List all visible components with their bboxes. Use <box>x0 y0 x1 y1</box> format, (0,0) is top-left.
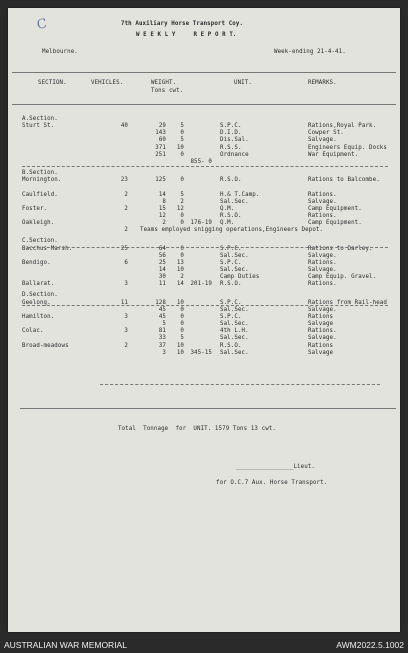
row-place: D.Section. <box>22 292 58 299</box>
row-unit: R.S.O. <box>220 177 242 184</box>
row-unit: S.P.C. <box>220 313 242 320</box>
row-tons: 14 <box>158 191 166 198</box>
row-place: Caulfield. <box>22 191 58 198</box>
row-tons: 25 <box>158 259 166 266</box>
row-remarks: Salvage. <box>308 252 337 259</box>
row-place: Oakleigh. <box>22 220 55 227</box>
row-remarks: Salvage. <box>308 137 337 144</box>
column-section: SECTION. <box>38 80 67 86</box>
total-rule <box>20 408 396 409</box>
row-remarks: Salvage. <box>308 198 337 205</box>
row-remarks: Salvage <box>308 321 334 328</box>
row-unit: Q.M. <box>220 220 235 227</box>
separator-d <box>100 384 380 385</box>
row-vehicles: 2 <box>124 342 128 349</box>
row-cwt: 10 <box>176 342 184 349</box>
row-subtotal: 176-19 <box>190 220 212 227</box>
signature-for: for O.C.7 Aux. Horse Transport. <box>216 480 328 486</box>
row-remarks: Rations. <box>308 328 337 335</box>
row-tons: 11 <box>158 281 166 288</box>
row-unit: Sal.Sec. <box>220 252 249 259</box>
column-unit: UNIT. <box>234 80 252 86</box>
row-tons: 371 <box>155 144 166 151</box>
row-unit: S.P.C. <box>220 123 242 130</box>
row-unit: Sal.Sec. <box>220 349 249 356</box>
row-cwt: 14 <box>176 281 184 288</box>
row-vehicles: 40 <box>120 123 128 130</box>
report-title: W E E K L Y R E P O R T. <box>136 32 237 38</box>
handwritten-mark: C <box>35 16 49 33</box>
row-place: Bacchus Marsh. <box>22 245 73 252</box>
row-remarks: Rations,Royal Park. <box>308 123 377 130</box>
row-vehicles: 11 <box>120 299 128 306</box>
row-place: Bendigo. <box>22 259 51 266</box>
row-vehicles: 2 <box>124 227 128 234</box>
row-tons: 56 <box>158 252 166 259</box>
separator-a <box>22 166 388 167</box>
row-unit: Sal.Sec. <box>220 306 249 313</box>
row-remarks: Rations. <box>308 259 337 266</box>
row-remarks: Camp Equipment. <box>308 205 362 212</box>
row-place: Sturt St. <box>22 123 55 130</box>
header-rule-top <box>12 72 396 73</box>
row-tons: 14 <box>158 267 166 273</box>
row-tons: 60 <box>158 137 166 144</box>
row-place: B.Section. <box>22 170 58 177</box>
company-heading: 7th Auxiliary Horse Transport Coy. <box>121 21 244 27</box>
row-remarks: Cowper St. <box>308 130 344 137</box>
row-vehicles: 3 <box>124 328 128 335</box>
row-cwt: 0 <box>180 321 184 328</box>
column-remarks: REMARKS. <box>308 80 337 86</box>
row-place: Broad-meadows <box>22 342 69 349</box>
row-remarks: Rations. <box>308 212 337 219</box>
row-unit: R.S.O. <box>220 212 242 219</box>
row-unit: D.I.D. <box>220 130 242 137</box>
row-cwt: 0 <box>180 328 184 335</box>
row-cwt: 0 <box>180 151 184 158</box>
row-place: A.Section. <box>22 116 58 122</box>
row-unit: Camp Duties <box>220 274 260 281</box>
row-place: Foster. <box>22 205 48 212</box>
row-cwt: 0 <box>180 252 184 259</box>
row-subtotal: 855- 0 <box>190 158 212 165</box>
row-tons: 37 <box>158 342 166 349</box>
caption-id: AWM2022.5.1002 <box>336 640 404 650</box>
row-tons: 64 <box>158 245 166 252</box>
caption-bar <box>0 637 408 653</box>
row-place: Ballarat. <box>22 281 55 288</box>
row-cwt: 10 <box>176 299 184 306</box>
row-remarks: Rations <box>308 342 334 349</box>
row-remarks: Salvage. <box>308 306 337 313</box>
row-subtotal: 345-15 <box>190 349 212 356</box>
row-vehicles: 3 <box>124 281 128 288</box>
row-unit: Sal.Sec. <box>220 335 249 342</box>
row-cwt: 0 <box>180 306 184 313</box>
row-unit: R.S.O. <box>220 281 242 288</box>
row-place: Colac. <box>22 328 44 335</box>
row-remarks: Rations to Balcombe. <box>308 177 380 184</box>
row-vehicles: 25 <box>120 245 128 252</box>
caption-source: AUSTRALIAN WAR MEMORIAL <box>4 640 127 650</box>
row-unit: Teams employed snigging operations,Engineers Depot. <box>140 227 324 234</box>
row-place: C.Section. <box>22 238 58 245</box>
row-subtotal: 201-19 <box>190 281 212 288</box>
row-unit: 4th L.H. <box>220 328 249 335</box>
row-remarks: Salvage <box>308 349 334 356</box>
row-remarks: War Equipment. <box>308 151 359 158</box>
separator-b <box>22 247 388 248</box>
row-unit: Sal.Sec. <box>220 198 249 205</box>
row-unit: S.P.C. <box>220 299 242 306</box>
row-tons: 45 <box>158 313 166 320</box>
row-cwt: 0 <box>180 212 184 219</box>
row-cwt: 13 <box>176 259 184 266</box>
row-cwt: 10 <box>176 349 184 356</box>
row-cwt: 0 <box>180 245 184 252</box>
row-tons: 30 <box>158 274 166 281</box>
row-vehicles: 3 <box>124 313 128 320</box>
row-cwt: 0 <box>180 313 184 320</box>
document-sheet <box>8 8 400 632</box>
row-remarks: Camp Equip. Gravel. <box>308 274 377 281</box>
column-weight: WEIGHT. <box>151 80 177 86</box>
header-rule-bottom <box>12 104 396 105</box>
separator-c <box>22 305 388 306</box>
row-vehicles: 2 <box>124 205 128 212</box>
row-unit: Dis.Sal. <box>220 137 249 144</box>
row-cwt: 10 <box>176 144 184 151</box>
row-remarks: Rations. <box>308 191 337 198</box>
row-cwt: 0 <box>180 177 184 184</box>
row-cwt: 5 <box>180 335 184 342</box>
row-unit: Ordnance <box>220 151 249 158</box>
row-unit: S.P.C. <box>220 259 242 266</box>
row-remarks: Salvage. <box>308 267 337 273</box>
row-vehicles: 2 <box>124 191 128 198</box>
row-tons: 15 <box>158 205 166 212</box>
signature-line: ________________Lieut. <box>236 464 315 470</box>
row-remarks: Rations <box>308 313 334 320</box>
row-tons: 33 <box>158 335 166 342</box>
row-tons: 143 <box>155 130 166 137</box>
row-cwt: 5 <box>180 191 184 198</box>
row-unit: R.S.O. <box>220 342 242 349</box>
row-tons: 128 <box>155 299 166 306</box>
column-vehicles: VEHICLES. <box>91 80 124 86</box>
row-unit: H.& T.Camp. <box>220 191 260 198</box>
row-cwt: 2 <box>180 198 184 205</box>
week-ending: Week-ending 21-4-41. <box>274 49 346 55</box>
row-unit: Sal.Sec. <box>220 267 249 273</box>
row-place: Geelong. <box>22 299 51 306</box>
row-vehicles: 23 <box>120 177 128 184</box>
row-remarks: Rations from Rail-head <box>308 299 387 306</box>
row-unit: Q.M. <box>220 205 235 212</box>
row-cwt: 0 <box>180 130 184 137</box>
row-remarks: Camp Equipment. <box>308 220 362 227</box>
row-cwt: 5 <box>180 137 184 144</box>
row-tons: 8 <box>162 198 166 205</box>
row-remarks: Engineers Equip. Docks <box>308 144 387 151</box>
row-remarks: Rations to Darley. <box>308 245 373 252</box>
column-weight-units: Tons cwt. <box>151 88 184 94</box>
row-tons: 29 <box>158 123 166 130</box>
row-tons: 2 <box>162 220 166 227</box>
row-tons: 125 <box>155 177 166 184</box>
row-tons: 12 <box>158 212 166 219</box>
location: Melbourne. <box>42 49 78 55</box>
row-cwt: 5 <box>180 123 184 130</box>
total-tonnage: Total Tonnage for UNIT. 1579 Tons 13 cwt. <box>118 426 276 432</box>
row-vehicles: 6 <box>124 259 128 266</box>
row-tons: 5 <box>162 321 166 328</box>
row-place: Hamilton. <box>22 313 55 320</box>
row-unit: Sal.Sec. <box>220 321 249 328</box>
row-unit: S.P.C. <box>220 245 242 252</box>
row-tons: 3 <box>162 349 166 356</box>
row-tons: 81 <box>158 328 166 335</box>
row-place: Mornington. <box>22 177 62 184</box>
row-cwt: 2 <box>180 274 184 281</box>
row-unit: R.S.S. <box>220 144 242 151</box>
row-tons: 251 <box>155 151 166 158</box>
row-remarks: Rations. <box>308 281 337 288</box>
row-remarks: Salvage. <box>308 335 337 342</box>
row-tons: 45 <box>158 306 166 313</box>
row-cwt: 0 <box>180 220 184 227</box>
row-cwt: 10 <box>176 267 184 273</box>
row-cwt: 12 <box>176 205 184 212</box>
